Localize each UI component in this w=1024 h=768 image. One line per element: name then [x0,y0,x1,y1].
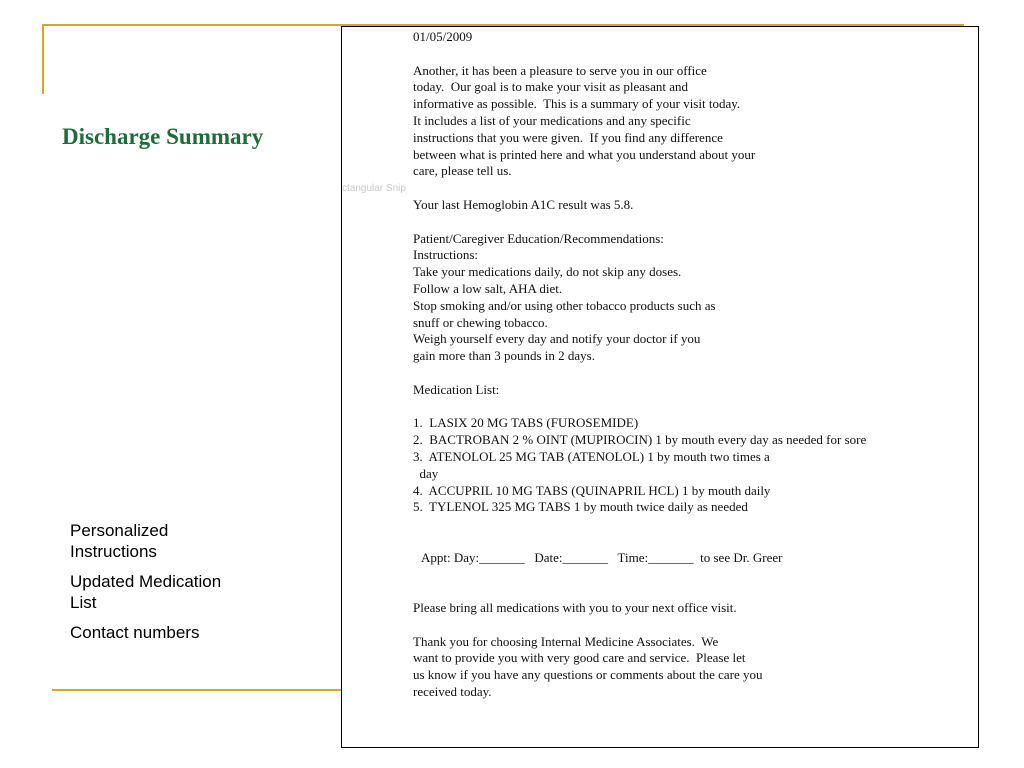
instruction-line: Stop smoking and/or using other tobacco products such as [413,297,716,313]
medication-list-heading: Medication List: [413,381,500,397]
bottom-rule [52,689,344,691]
doc-date: 01/05/2009 [413,29,473,44]
instruction-line: Take your medications daily, do not skip any doses. [413,264,682,280]
a1c-result: Your last Hemoglobin A1C result was 5.8. [413,196,634,212]
intro-line: care, please tell us. [413,163,512,179]
intro-line: instructions that you were given. If you find any difference [413,129,723,145]
bullet-item: Personalized Instructions [70,521,169,561]
closing-line: us know if you have any questions or comments about the care you [413,667,763,683]
education-heading: Patient/Caregiver Education/Recommendations: [413,230,664,246]
instruction-line: gain more than 3 pounds in 2 days. [413,348,595,364]
appointment-line: Appt: Day:_______ Date:_______ Time:_______ to see Dr. Greer [421,549,783,565]
instructions-heading: Instructions: [413,247,478,263]
intro-line: between what is printed here and what you understand about your [413,146,756,162]
document-body [413,29,978,701]
closing-line: want to provide you with very good care and service. Please let [413,650,746,666]
snip-tool-label: ctangular Snip [342,183,406,194]
intro-line: Another, it has been a pleasure to serve you in our office [413,62,707,78]
intro-line: today. Our goal is to make your visit as pleasant and [413,79,688,95]
bullet-item: Contact numbers [70,623,200,642]
instruction-line: Weigh yourself every day and notify your doctor if you [413,331,701,347]
instruction-line: Follow a low salt, AHA diet. [413,280,563,296]
discharge-document [341,26,979,748]
medication-line: 5. TYLENOL 325 MG TABS 1 by mouth twice daily as needed [413,499,748,515]
bring-meds-line: Please bring all medications with you to your next office visit. [413,600,737,616]
bullet-list [70,520,240,652]
left-rule [42,24,44,94]
intro-line: informative as possible. This is a summary of your visit today. [413,96,741,112]
closing-line: Thank you for choosing Internal Medicine Associates. We [413,633,719,649]
intro-line: It includes a list of your medications and any specific [413,112,691,128]
medication-line: 3. ATENOLOL 25 MG TAB (ATENOLOL) 1 by mouth two times a [413,448,770,464]
instruction-line: snuff or chewing tobacco. [413,314,548,330]
medication-line: 1. LASIX 20 MG TABS (FUROSEMIDE) [413,415,639,431]
medication-line: 2. BACTROBAN 2 % OINT (MUPIROCIN) 1 by mouth every day as needed for sore [413,432,867,448]
slide-title: Discharge Summary [62,124,264,149]
closing-line: received today. [413,684,492,700]
medication-line: 4. ACCUPRIL 10 MG TABS (QUINAPRIL HCL) 1 by mouth daily [413,482,771,498]
bullet-item: Updated Medication List [70,572,222,612]
medication-line: day [413,465,439,481]
